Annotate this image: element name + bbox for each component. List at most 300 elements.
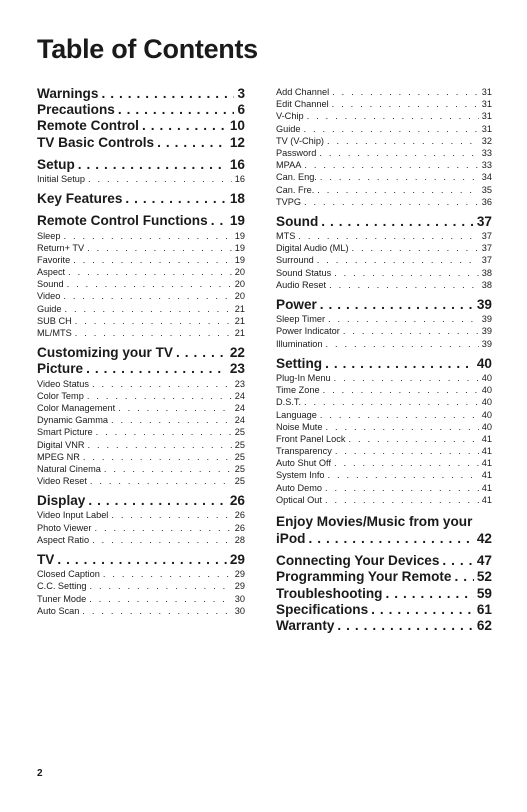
toc-entry-label: SUB CH bbox=[37, 315, 72, 326]
dot-leader bbox=[335, 445, 479, 457]
toc-entry-label: Edit Channel bbox=[276, 99, 329, 110]
toc-entry-major[interactable] bbox=[37, 191, 245, 207]
toc-entry-page: 24 bbox=[234, 390, 245, 401]
toc-entry-page: 22 bbox=[229, 345, 245, 361]
toc-entry-label: TV Basic Controls bbox=[37, 134, 155, 150]
dot-leader bbox=[325, 356, 474, 372]
toc-entry-page: 26 bbox=[234, 510, 245, 521]
toc-entry-page: 40 bbox=[481, 385, 492, 396]
toc-entry-label: Surround bbox=[276, 255, 314, 266]
toc-entry-label: Troubleshooting bbox=[276, 585, 383, 601]
toc-entry-page: 25 bbox=[234, 463, 245, 474]
toc-entry-page: 41 bbox=[481, 494, 492, 505]
toc-entry-label: Video Reset bbox=[37, 476, 87, 487]
toc-entry-sub[interactable] bbox=[276, 482, 492, 494]
toc-entry-sub[interactable] bbox=[276, 325, 492, 337]
dot-leader bbox=[325, 482, 479, 494]
toc-entry-label: Front Panel Lock bbox=[276, 433, 346, 444]
toc-entry-sub[interactable] bbox=[37, 390, 245, 402]
toc-entry-label: Picture bbox=[37, 361, 84, 377]
dot-leader bbox=[90, 580, 232, 592]
toc-entry-sub[interactable] bbox=[37, 605, 245, 617]
toc-entry-page: 26 bbox=[229, 493, 245, 509]
toc-entry-label: Remote Control bbox=[37, 118, 139, 134]
dot-leader bbox=[118, 402, 232, 414]
dot-leader bbox=[211, 213, 227, 229]
toc-entry-sub[interactable] bbox=[37, 327, 245, 339]
toc-entry-page: 3 bbox=[237, 86, 245, 101]
toc-entry-major[interactable] bbox=[276, 214, 492, 230]
toc-entry-page: 23 bbox=[234, 378, 245, 389]
toc-entry-label: D.S.T. bbox=[276, 397, 302, 408]
toc-entry-label: Can. Fre. bbox=[276, 184, 315, 195]
dot-leader bbox=[320, 171, 479, 183]
toc-entry-label: Audio Reset bbox=[276, 279, 327, 290]
dot-leader bbox=[68, 266, 232, 278]
toc-entry-sub[interactable] bbox=[276, 338, 492, 350]
dot-leader bbox=[352, 242, 479, 254]
toc-entry-major[interactable] bbox=[37, 86, 245, 102]
toc-entry-sub[interactable] bbox=[37, 475, 245, 487]
dot-leader bbox=[332, 86, 479, 98]
toc-entry-label: Photo Viewer bbox=[37, 522, 92, 533]
toc-entry-label: Connecting Your Devices bbox=[276, 553, 440, 569]
ipod-heading-line1: Enjoy Movies/Music from your bbox=[276, 514, 473, 529]
dot-leader bbox=[334, 372, 479, 384]
toc-entry-sub[interactable] bbox=[276, 384, 492, 396]
toc-entry-page: 41 bbox=[481, 470, 492, 481]
toc-entry-label: Sound bbox=[276, 213, 319, 229]
toc-entry-page: 38 bbox=[481, 267, 492, 278]
dot-leader bbox=[75, 315, 232, 327]
dot-leader bbox=[64, 230, 232, 242]
dot-leader bbox=[83, 451, 232, 463]
toc-entry-label: Dynamic Gamma bbox=[37, 415, 108, 426]
toc-entry-label: Sleep Timer bbox=[276, 314, 326, 325]
toc-entry-label: Aspect Ratio bbox=[37, 534, 90, 545]
dot-leader bbox=[57, 552, 227, 568]
dot-leader bbox=[67, 278, 232, 290]
toc-entry-label: TVPG bbox=[276, 196, 302, 207]
toc-entry-label: Auto Scan bbox=[37, 605, 80, 616]
toc-entry-sub[interactable] bbox=[37, 315, 245, 327]
dot-leader bbox=[104, 463, 232, 475]
dot-leader bbox=[348, 433, 478, 445]
dot-leader bbox=[88, 493, 227, 509]
toc-right-list bbox=[276, 86, 492, 506]
toc-entry-label: Auto Shut Off bbox=[276, 458, 331, 469]
toc-entry-label: Plug-In Menu bbox=[276, 372, 331, 383]
toc-entry-label: Color Management bbox=[37, 402, 116, 413]
toc-entry-page: 59 bbox=[476, 585, 492, 601]
toc-entry-label: Guide bbox=[276, 123, 301, 134]
toc-entry-sub[interactable] bbox=[37, 173, 245, 185]
dot-leader bbox=[101, 86, 234, 102]
dot-leader bbox=[92, 534, 232, 546]
dot-leader bbox=[176, 345, 227, 361]
toc-entry-page: 34 bbox=[481, 172, 492, 183]
toc-entry-label: Initial Setup bbox=[37, 173, 86, 184]
toc-entry-major[interactable] bbox=[37, 345, 245, 361]
toc-entry-page: 40 bbox=[481, 372, 492, 383]
toc-entry-label: Display bbox=[37, 493, 86, 509]
toc-entry-page: 33 bbox=[481, 147, 492, 158]
dot-leader bbox=[157, 135, 227, 151]
toc-entry-page: 41 bbox=[481, 458, 492, 469]
toc-entry-page: 29 bbox=[229, 552, 245, 567]
toc-entry-sub[interactable] bbox=[37, 509, 245, 521]
toc-entry-page: 29 bbox=[234, 581, 245, 592]
dot-leader bbox=[325, 338, 478, 350]
toc-entry-page: 42 bbox=[476, 531, 492, 546]
toc-entry-label: Aspect bbox=[37, 267, 66, 278]
toc-entry-sub[interactable] bbox=[276, 135, 492, 147]
toc-entry-sub[interactable] bbox=[37, 278, 245, 290]
dot-leader bbox=[334, 457, 479, 469]
toc-entry-major[interactable] bbox=[276, 553, 492, 569]
toc-entry-label: Smart Picture bbox=[37, 427, 93, 438]
dot-leader bbox=[319, 147, 478, 159]
dot-leader bbox=[125, 191, 226, 207]
toc-entry-label: Noise Mute bbox=[276, 421, 323, 432]
toc-entry-sub[interactable] bbox=[37, 290, 245, 302]
toc-entry-page: 26 bbox=[234, 522, 245, 533]
toc-entry-label: Closed Caption bbox=[37, 569, 100, 580]
toc-entry-page: 20 bbox=[234, 267, 245, 278]
toc-entry-page: 21 bbox=[234, 328, 245, 338]
toc-entry-page: 25 bbox=[234, 451, 245, 462]
dot-leader bbox=[337, 618, 473, 634]
toc-entry-major[interactable] bbox=[276, 356, 492, 372]
toc-entry-major[interactable] bbox=[37, 157, 245, 173]
toc-entry-label: Remote Control Functions bbox=[37, 213, 208, 229]
toc-entry-label: Video Input Label bbox=[37, 510, 109, 521]
dot-leader bbox=[88, 173, 232, 185]
dot-leader bbox=[332, 98, 479, 110]
dot-leader bbox=[317, 254, 479, 266]
toc-entry-page: 31 bbox=[481, 111, 492, 122]
toc-entry-label: Setting bbox=[276, 355, 323, 371]
toc-entry-label: MTS bbox=[276, 231, 296, 242]
toc-entry-label: Add Channel bbox=[276, 87, 330, 97]
page-title: Table of Contents bbox=[37, 34, 258, 64]
toc-left-column bbox=[37, 86, 245, 617]
toc-entry-label: Guide bbox=[37, 303, 62, 314]
dot-leader bbox=[96, 426, 232, 438]
toc-entry-sub[interactable] bbox=[276, 159, 492, 171]
toc-entry-sub[interactable] bbox=[276, 445, 492, 457]
toc-entry-page: 37 bbox=[476, 213, 492, 229]
dot-leader bbox=[442, 553, 473, 569]
toc-entry-page: 12 bbox=[229, 134, 245, 150]
toc-entry-page: 25 bbox=[234, 427, 245, 438]
toc-entry-major[interactable] bbox=[37, 102, 245, 118]
toc-entry-page: 41 bbox=[481, 433, 492, 444]
toc-entry-page: 31 bbox=[481, 123, 492, 134]
toc-entry-label: Specifications bbox=[276, 601, 369, 617]
toc-entry-page: 40 bbox=[481, 397, 492, 408]
toc-entry-sub[interactable] bbox=[276, 494, 492, 506]
toc-entry-page: 19 bbox=[234, 242, 245, 253]
toc-entry-page: 37 bbox=[481, 255, 492, 266]
toc-entry-label: Video bbox=[37, 291, 61, 302]
toc-entry-sub[interactable] bbox=[276, 421, 492, 433]
dot-leader bbox=[65, 303, 232, 315]
dot-leader bbox=[87, 390, 232, 402]
toc-entry-page: 36 bbox=[481, 196, 492, 207]
toc-entry-label: Sound Status bbox=[276, 267, 332, 278]
toc-entry-page: 39 bbox=[481, 326, 492, 337]
toc-entry-page: 18 bbox=[229, 191, 245, 207]
dot-leader bbox=[73, 254, 232, 266]
toc-entry-label: Transparency bbox=[276, 446, 332, 457]
toc-entry-sub[interactable] bbox=[37, 242, 245, 254]
dot-leader bbox=[92, 378, 232, 390]
toc-entry-page: 33 bbox=[481, 160, 492, 171]
dot-leader bbox=[334, 267, 479, 279]
toc-entry-ipod[interactable] bbox=[276, 531, 492, 547]
dot-leader bbox=[327, 135, 479, 147]
dot-leader bbox=[82, 605, 231, 617]
toc-entry-label: Illumination bbox=[276, 338, 323, 349]
toc-entry-sub[interactable] bbox=[37, 522, 245, 534]
toc-entry-sub[interactable] bbox=[276, 110, 492, 122]
toc-entry-label: Return+ TV bbox=[37, 242, 85, 253]
toc-entry-sub[interactable] bbox=[37, 426, 245, 438]
toc-entry-sub[interactable] bbox=[37, 378, 245, 390]
toc-entry-label: Sleep bbox=[37, 230, 61, 241]
toc-entry-label: Precautions bbox=[37, 102, 115, 118]
dot-leader bbox=[323, 384, 479, 396]
toc-entry-label: Language bbox=[276, 409, 317, 420]
toc-entry-sub[interactable] bbox=[276, 147, 492, 159]
toc-entry-page: 62 bbox=[476, 617, 492, 633]
toc-entry-page: 30 bbox=[234, 593, 245, 604]
toc-entry-sub[interactable] bbox=[276, 254, 492, 266]
toc-entry-page: 41 bbox=[481, 482, 492, 493]
toc-entry-sub[interactable] bbox=[37, 439, 245, 451]
toc-entry-sub[interactable] bbox=[276, 469, 492, 481]
toc-entry-label: Natural Cinema bbox=[37, 463, 101, 474]
toc-entry-page: 40 bbox=[476, 355, 492, 371]
toc-right-tail bbox=[276, 553, 492, 634]
toc-entry-sub[interactable] bbox=[276, 409, 492, 421]
toc-entry-page: 39 bbox=[476, 297, 492, 312]
toc-entry-label: Time Zone bbox=[276, 385, 320, 396]
toc-right-column bbox=[276, 86, 492, 634]
toc-entry-sub[interactable] bbox=[276, 279, 492, 291]
dot-leader bbox=[94, 522, 231, 534]
toc-entry-label: TV (V-Chip) bbox=[276, 135, 324, 146]
dot-leader bbox=[89, 593, 232, 605]
toc-entry-label: Auto Demo bbox=[276, 482, 322, 493]
toc-entry-label: Warnings bbox=[37, 86, 99, 101]
toc-entry-page: 6 bbox=[237, 102, 245, 118]
toc-entry-label: Digital VNR bbox=[37, 439, 85, 450]
toc-entry-page: 21 bbox=[234, 303, 245, 314]
toc-entry-sub[interactable] bbox=[276, 86, 492, 98]
dot-leader bbox=[371, 602, 474, 618]
toc-entry-sub[interactable] bbox=[276, 396, 492, 408]
toc-entry-sub[interactable] bbox=[37, 463, 245, 475]
toc-entry-label: Tuner Mode bbox=[37, 593, 87, 604]
toc-entry-sub[interactable] bbox=[37, 451, 245, 463]
dot-leader bbox=[90, 475, 232, 487]
toc-entry-label: MPAA bbox=[276, 160, 302, 171]
toc-entry-label: Customizing your TV bbox=[37, 345, 173, 361]
toc-entry-sub[interactable] bbox=[276, 372, 492, 384]
dot-leader bbox=[304, 123, 479, 135]
toc-entry-sub[interactable] bbox=[276, 171, 492, 183]
dot-leader bbox=[343, 325, 479, 337]
toc-entry-sub[interactable] bbox=[37, 254, 245, 266]
toc-entry-sub[interactable] bbox=[37, 414, 245, 426]
toc-entry-label: Password bbox=[276, 147, 317, 158]
toc-entry-major[interactable] bbox=[37, 213, 245, 229]
toc-entry-sub[interactable] bbox=[276, 196, 492, 208]
toc-entry-major[interactable] bbox=[37, 361, 245, 377]
dot-leader bbox=[455, 569, 474, 585]
toc-entry-page: 24 bbox=[234, 415, 245, 426]
toc-entry-page: 25 bbox=[234, 439, 245, 450]
toc-entry-page: 19 bbox=[234, 230, 245, 241]
dot-leader bbox=[142, 118, 227, 134]
toc-entry-page: 20 bbox=[234, 291, 245, 302]
toc-entry-sub[interactable] bbox=[276, 313, 492, 325]
toc-entry-page: 38 bbox=[481, 279, 492, 290]
toc-entry-sub[interactable] bbox=[37, 580, 245, 592]
dot-leader bbox=[63, 290, 231, 302]
toc-entry-major[interactable] bbox=[37, 135, 245, 151]
toc-entry-page: 31 bbox=[481, 87, 492, 97]
toc-entry-major[interactable] bbox=[276, 586, 492, 602]
toc-entry-label: Color Temp bbox=[37, 390, 84, 401]
dot-leader bbox=[321, 214, 474, 230]
toc-entry-page: 32 bbox=[481, 135, 492, 146]
toc-entry-page: 61 bbox=[476, 601, 492, 617]
dot-leader bbox=[325, 421, 478, 433]
toc-entry-label: Video Status bbox=[37, 378, 89, 389]
toc-entry-label: C.C. Setting bbox=[37, 581, 87, 592]
toc-entry-label: Setup bbox=[37, 156, 75, 172]
dot-leader bbox=[317, 184, 478, 196]
toc-entry-label: Warranty bbox=[276, 617, 335, 633]
dot-leader bbox=[75, 327, 232, 339]
toc-entry-page: 19 bbox=[234, 254, 245, 265]
toc-entry-page: 52 bbox=[476, 569, 492, 585]
toc-entry-label: V-Chip bbox=[276, 111, 304, 122]
toc-entry-page: 28 bbox=[234, 534, 245, 545]
dot-leader bbox=[325, 494, 479, 506]
toc-entry-sub[interactable] bbox=[276, 242, 492, 254]
dot-leader bbox=[86, 361, 227, 377]
dot-leader bbox=[307, 110, 479, 122]
toc-entry-major[interactable] bbox=[37, 552, 245, 568]
toc-entry-label: Can. Eng. bbox=[276, 172, 317, 183]
toc-entry-sub[interactable] bbox=[276, 123, 492, 135]
toc-entry-page: 25 bbox=[234, 476, 245, 487]
toc-entry-label: TV bbox=[37, 552, 55, 567]
dot-leader bbox=[111, 414, 232, 426]
dot-leader bbox=[304, 159, 478, 171]
toc-entry-label: Key Features bbox=[37, 191, 123, 207]
dot-leader bbox=[329, 279, 479, 291]
toc-entry-page: 47 bbox=[476, 553, 492, 569]
toc-entry-major[interactable] bbox=[37, 118, 245, 134]
toc-entry-page: 35 bbox=[481, 184, 492, 195]
toc-entry-sub[interactable] bbox=[37, 568, 245, 580]
dot-leader bbox=[308, 531, 473, 547]
toc-entry-page: 24 bbox=[234, 402, 245, 413]
toc-entry-major[interactable] bbox=[276, 569, 492, 585]
toc-entry-major[interactable] bbox=[37, 493, 245, 509]
toc-entry-page: 37 bbox=[481, 243, 492, 254]
toc-entry-page: 29 bbox=[234, 569, 245, 580]
toc-entry-page: 40 bbox=[481, 409, 492, 420]
toc-entry-major[interactable] bbox=[276, 618, 492, 634]
toc-entry-page: 40 bbox=[481, 421, 492, 432]
toc-entry-sub[interactable] bbox=[37, 266, 245, 278]
dot-leader bbox=[328, 313, 479, 325]
toc-entry-label: Optical Out bbox=[276, 494, 322, 505]
toc-entry-label: MPEG NR bbox=[37, 451, 80, 462]
dot-leader bbox=[298, 230, 478, 242]
dot-leader bbox=[304, 396, 479, 408]
dot-leader bbox=[78, 157, 227, 173]
toc-entry-sub[interactable] bbox=[37, 303, 245, 315]
toc-entry-page: 39 bbox=[481, 338, 492, 349]
toc-entry-label: Programming Your Remote bbox=[276, 569, 452, 585]
toc-entry-page: 39 bbox=[481, 314, 492, 325]
toc-entry-page: 19 bbox=[229, 213, 245, 229]
toc-entry-sub[interactable] bbox=[276, 230, 492, 242]
toc-entry-major[interactable] bbox=[276, 602, 492, 618]
toc-entry-label: Digital Audio (ML) bbox=[276, 243, 349, 254]
toc-entry-page: 23 bbox=[229, 361, 245, 377]
dot-leader bbox=[87, 439, 231, 451]
toc-entry-sub[interactable] bbox=[276, 267, 492, 279]
toc-entry-page: 10 bbox=[229, 118, 245, 134]
toc-entry-sub[interactable] bbox=[276, 457, 492, 469]
toc-entry-page: 16 bbox=[229, 156, 245, 172]
toc-entry-label: Power Indicator bbox=[276, 326, 340, 337]
toc-entry-sub[interactable] bbox=[37, 402, 245, 414]
toc-entry-sub[interactable] bbox=[276, 433, 492, 445]
dot-leader bbox=[328, 469, 479, 481]
toc-entry-label: Favorite bbox=[37, 254, 71, 265]
dot-leader bbox=[87, 242, 232, 254]
dot-leader bbox=[320, 297, 474, 313]
toc-entry-label: Sound bbox=[37, 279, 64, 290]
dot-leader bbox=[385, 586, 473, 602]
toc-entry-label: System Info bbox=[276, 470, 325, 481]
toc-entry-sub[interactable] bbox=[276, 98, 492, 110]
dot-leader bbox=[320, 409, 479, 421]
toc-entry-sub[interactable] bbox=[37, 593, 245, 605]
toc-entry-page: 21 bbox=[234, 315, 245, 326]
toc-entry-label: ML/MTS bbox=[37, 328, 72, 338]
toc-entry-major[interactable] bbox=[276, 297, 492, 313]
toc-entry-sub[interactable] bbox=[37, 534, 245, 546]
toc-entry-page: 41 bbox=[481, 446, 492, 457]
toc-entry-sub[interactable] bbox=[37, 230, 245, 242]
toc-entry-sub[interactable] bbox=[276, 184, 492, 196]
dot-leader bbox=[304, 196, 479, 208]
toc-entry-page: 20 bbox=[234, 279, 245, 290]
dot-leader bbox=[111, 509, 231, 521]
toc-entry-label: Power bbox=[276, 297, 317, 312]
toc-entry-page: 30 bbox=[234, 605, 245, 616]
